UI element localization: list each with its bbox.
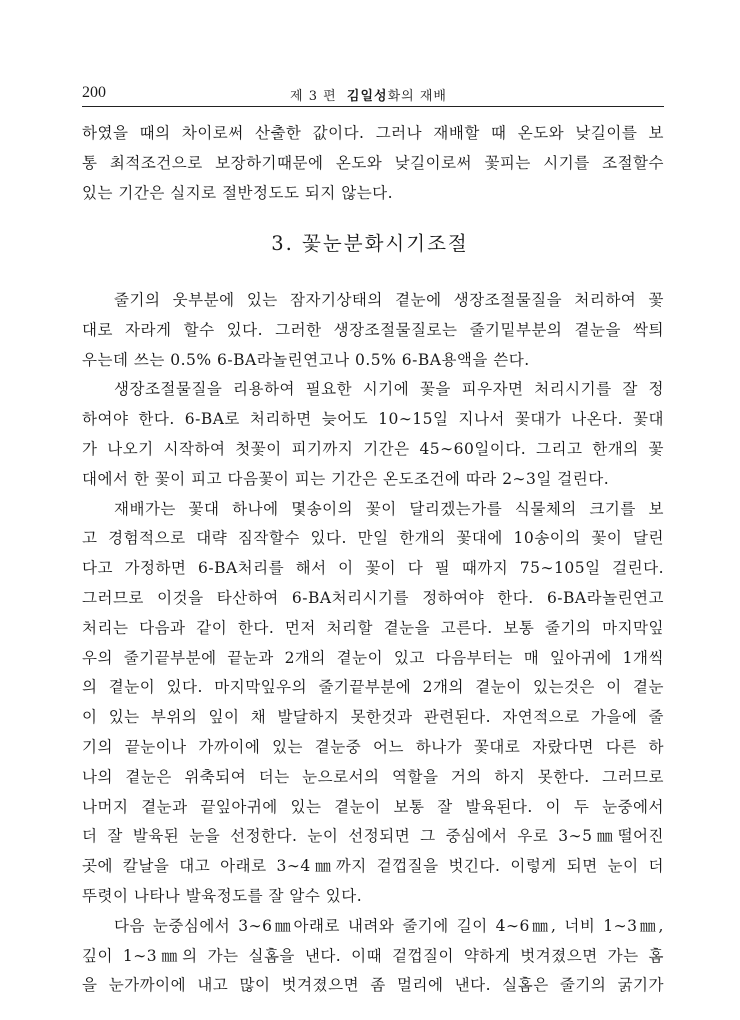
section-body (82, 286, 664, 1001)
text-line: 고 경험적으로 대략 짐작할수 있다. 만일 한개의 꽃대에 10송이의 꽃이 달린 (82, 529, 664, 548)
text-line: 생장조절물질을 리용하여 필요한 시기에 꽃을 피우자면 처리시기를 잘 정 (114, 380, 664, 399)
text-line: 가 나오기 시작하여 첫꽃이 피기까지 기간은 45∼60일이다. 그리고 한개의 꽃 (82, 439, 664, 458)
page-header (82, 82, 664, 107)
text-line: 나의 곁눈은 위축되여 더는 눈으로서의 역할을 거의 하지 못한다. 그러므로 (82, 767, 664, 786)
text-line: 대에서 한 꽃이 피고 다음꽃이 피는 기간은 온도조건에 따라 2∼3일 걸린다. (82, 469, 610, 488)
text-line: 뚜렷이 나타나 발육정도를 잘 알수 있다. (82, 886, 363, 905)
text-line: 통 최적조건으로 보장하기때문에 온도와 낮길이로써 꽃피는 시기를 조절할수 (82, 153, 664, 172)
text-line: 의 곁눈이 있다. 마지막잎우의 줄기끝부분에 2개의 곁눈이 있는것은 이 곁눈 (82, 678, 664, 697)
text-line: 다고 가정하면 6-BA처리를 해서 이 꽃이 다 필 때까지 75∼105일 걸린다. (82, 559, 664, 578)
page-number: 200 (82, 84, 106, 101)
title-rest: 화의 재배 (387, 89, 447, 104)
text-line: 이 있는 부위의 잎이 채 발달하지 못한것과 관련된다. 자연적으로 가을에 줄 (82, 708, 664, 727)
text-line: 하였을 때의 차이로써 산출한 값이다. 그러나 재배할 때 온도와 낮길이를 보 (82, 124, 664, 142)
text-line: 대로 자라게 할수 있다. 그러한 생장조절물질로는 줄기밑부분의 곁눈을 싹틔 (82, 320, 664, 339)
text-line: 있는 기간은 실지로 절반정도도 되지 않는다. (82, 183, 394, 202)
title-bold: 김일성 (346, 89, 388, 104)
text-line: 처리는 다음과 같이 한다. 먼저 처리할 곁눈을 고른다. 보통 줄기의 마지막잎 (82, 618, 664, 637)
text-line: 을 눈가까이에 내고 많이 벗겨졌으면 좀 멀리에 낸다. 실홈은 줄기의 굵기가 (82, 976, 664, 995)
text-line: 다음 눈중심에서 3∼6㎜아래로 내려와 줄기에 길이 4∼6㎜, 너비 1∼3㎜, (114, 916, 664, 935)
text-line: 우의 줄기끝부분에 끝눈과 2개의 곁눈이 있고 다음부터는 매 잎아귀에 1개씩 (82, 648, 664, 667)
text-line: 기의 끝눈이나 가까이에 있는 곁눈중 어느 하나가 꽃대로 자랐다면 다른 하 (82, 737, 664, 756)
text-line: 나머지 곁눈과 끝잎아귀에 있는 곁눈이 보통 잘 발육된다. 이 두 눈중에서 (82, 797, 664, 816)
section-heading: 3. 꽃눈분화시기조절 (271, 232, 469, 255)
chapter-label: 제 3 편 (290, 89, 337, 104)
text-line: 하여야 한다. 6-BA로 처리하면 늦어도 10∼15일 지나서 꽃대가 나온다. 꽃대 (82, 410, 664, 429)
text-line: 곳에 칼날을 대고 아래로 3∼4㎜까지 겉껍질을 벗긴다. 이렇게 되면 눈이 더 (82, 857, 664, 876)
text-line: 우는데 쓰는 0.5% 6-BA라놀린연고나 0.5% 6-BA용액을 쓴다. (82, 350, 530, 369)
intro-paragraph (82, 119, 664, 208)
text-line: 깊이 1∼3㎜의 가는 실홈을 낸다. 이때 겉껍질이 약하게 벗겨졌으면 가는 홈 (82, 946, 664, 965)
text-line: 더 잘 발육된 눈을 선정한다. 눈이 선정되면 그 중심에서 우로 3∼5㎜떨어진 (82, 827, 664, 846)
text-line: 재배가는 꽃대 하나에 몇송이의 꽃이 달리겠는가를 식물체의 크기를 보 (114, 499, 664, 518)
running-title (290, 85, 447, 104)
text-line: 그러므로 이것을 타산하여 6-BA처리시기를 정하여야 한다. 6-BA라놀린연고 (82, 588, 664, 607)
text-line: 줄기의 웃부분에 있는 잠자기상태의 곁눈에 생장조절물질을 처리하여 꽃 (114, 291, 664, 309)
